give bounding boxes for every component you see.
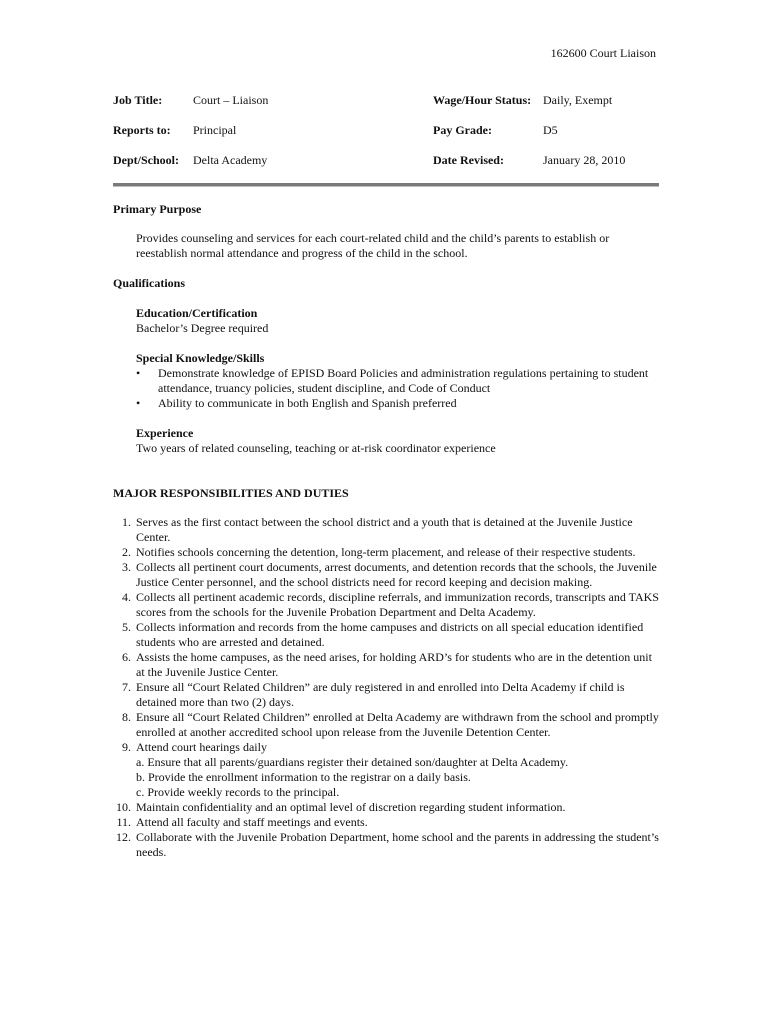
list-item xyxy=(113,515,659,545)
item-number: 6. xyxy=(122,650,131,664)
sub-item: b. Provide the enrollment information to the registrar on a daily basis. xyxy=(136,770,471,784)
list-item xyxy=(113,620,659,650)
list-item xyxy=(113,815,659,830)
date-revised-label: Date Revised: xyxy=(433,153,504,167)
education-text: Bachelor’s Degree required xyxy=(136,321,269,335)
experience-heading: Experience xyxy=(136,426,194,440)
item-text: Collects all pertinent academic records, discipline referrals, and immunization records, transcripts and TAKS scores from the schools for the Juvenile Probation Department and Delta Academy. xyxy=(136,590,659,619)
list-item xyxy=(113,800,659,815)
item-text: Attend court hearings daily xyxy=(136,740,267,754)
job-title-row xyxy=(113,93,659,123)
item-text: Ensure all “Court Related Children” enrolled at Delta Academy are withdrawn from the school and promptly enrolled at another accredited school upon release from the Juvenile Detention Center. xyxy=(136,710,659,739)
item-number: 1. xyxy=(122,515,131,529)
list-item xyxy=(113,710,659,740)
skills-list xyxy=(113,366,659,411)
list-item xyxy=(136,396,659,411)
item-number: 3. xyxy=(122,560,131,574)
item-text: Notifies schools concerning the detention, long-term placement, and release of their respective students. xyxy=(136,545,636,559)
duties-heading: MAJOR RESPONSIBILITIES AND DUTIES xyxy=(113,486,349,500)
education-heading: Education/Certification xyxy=(136,306,258,320)
item-number: 4. xyxy=(122,590,131,604)
reports-to-label: Reports to: xyxy=(113,123,171,137)
dept-row xyxy=(113,153,659,183)
primary-purpose-text: Provides counseling and services for each court-related child and the child’s parents to establish or reestablish normal attendance and progress of the child in the school. xyxy=(136,231,610,260)
pay-grade-value: D5 xyxy=(543,123,558,137)
pay-grade-label: Pay Grade: xyxy=(433,123,492,137)
bullet-icon: • xyxy=(136,396,141,410)
item-number: 11. xyxy=(116,815,131,829)
document-body xyxy=(113,202,659,860)
experience-text: Two years of related counseling, teaching or at-risk coordinator experience xyxy=(136,441,496,455)
list-item xyxy=(113,740,659,800)
date-revised-value: January 28, 2010 xyxy=(543,153,626,167)
item-number: 9. xyxy=(122,740,131,754)
duties-list xyxy=(113,515,659,860)
skill-text: Demonstrate knowledge of EPISD Board Policies and administration regulations pertaining to student attendance, truancy policies, student discipline, and Code of Conduct xyxy=(158,366,649,395)
item-text: Serves as the first contact between the school district and a youth that is detained at the Juvenile Justice Center. xyxy=(136,515,633,544)
dept-school-value: Delta Academy xyxy=(193,153,268,167)
list-item xyxy=(113,830,659,860)
item-number: 10. xyxy=(116,800,131,814)
sub-item: c. Provide weekly records to the principal. xyxy=(136,785,340,799)
item-text: Ensure all “Court Related Children” are duly registered in and enrolled into Delta Academy if child is detained more than two (2) days. xyxy=(136,680,625,709)
wage-status-value: Daily, Exempt xyxy=(543,93,613,107)
list-item xyxy=(136,366,659,396)
job-title-label: Job Title: xyxy=(113,93,163,107)
bullet-icon: • xyxy=(136,366,141,380)
reports-to-row xyxy=(113,123,659,153)
job-info-header xyxy=(113,93,659,183)
item-text: Assists the home campuses, as the need arises, for holding ARD’s for students who are in the detention unit at the Juvenile Justice Center. xyxy=(136,650,652,679)
header-divider xyxy=(113,183,659,187)
list-item xyxy=(113,560,659,590)
item-text: Attend all faculty and staff meetings and events. xyxy=(136,815,368,829)
item-text: Collects information and records from the home campuses and districts on all special education identified students who are arrested and detained. xyxy=(136,620,644,649)
document-code: 162600 Court Liaison xyxy=(550,46,656,60)
list-item xyxy=(113,650,659,680)
sub-item: a. Ensure that all parents/guardians register their detained son/daughter at Delta Academy. xyxy=(136,755,569,769)
item-number: 7. xyxy=(122,680,131,694)
job-title-value: Court – Liaison xyxy=(193,93,269,107)
item-number: 8. xyxy=(122,710,131,724)
item-number: 12. xyxy=(116,830,131,844)
skill-text: Ability to communicate in both English and Spanish preferred xyxy=(158,396,457,410)
dept-school-label: Dept/School: xyxy=(113,153,179,167)
qualifications-heading: Qualifications xyxy=(113,276,186,290)
item-text: Maintain confidentiality and an optimal level of discretion regarding student information. xyxy=(136,800,566,814)
primary-purpose-heading: Primary Purpose xyxy=(113,202,202,216)
skills-heading: Special Knowledge/Skills xyxy=(136,351,265,365)
reports-to-value: Principal xyxy=(193,123,237,137)
list-item xyxy=(113,680,659,710)
item-number: 5. xyxy=(122,620,131,634)
item-text: Collects all pertinent court documents, arrest documents, and detention records that the schools, the Juvenile Justice Center personnel, and the school districts need for record keeping and decision making. xyxy=(136,560,657,589)
list-item xyxy=(113,590,659,620)
wage-status-label: Wage/Hour Status: xyxy=(433,93,532,107)
item-text: Collaborate with the Juvenile Probation Department, home school and the parents in addressing the student’s needs. xyxy=(136,830,659,859)
item-number: 2. xyxy=(122,545,131,559)
list-item xyxy=(113,545,659,560)
